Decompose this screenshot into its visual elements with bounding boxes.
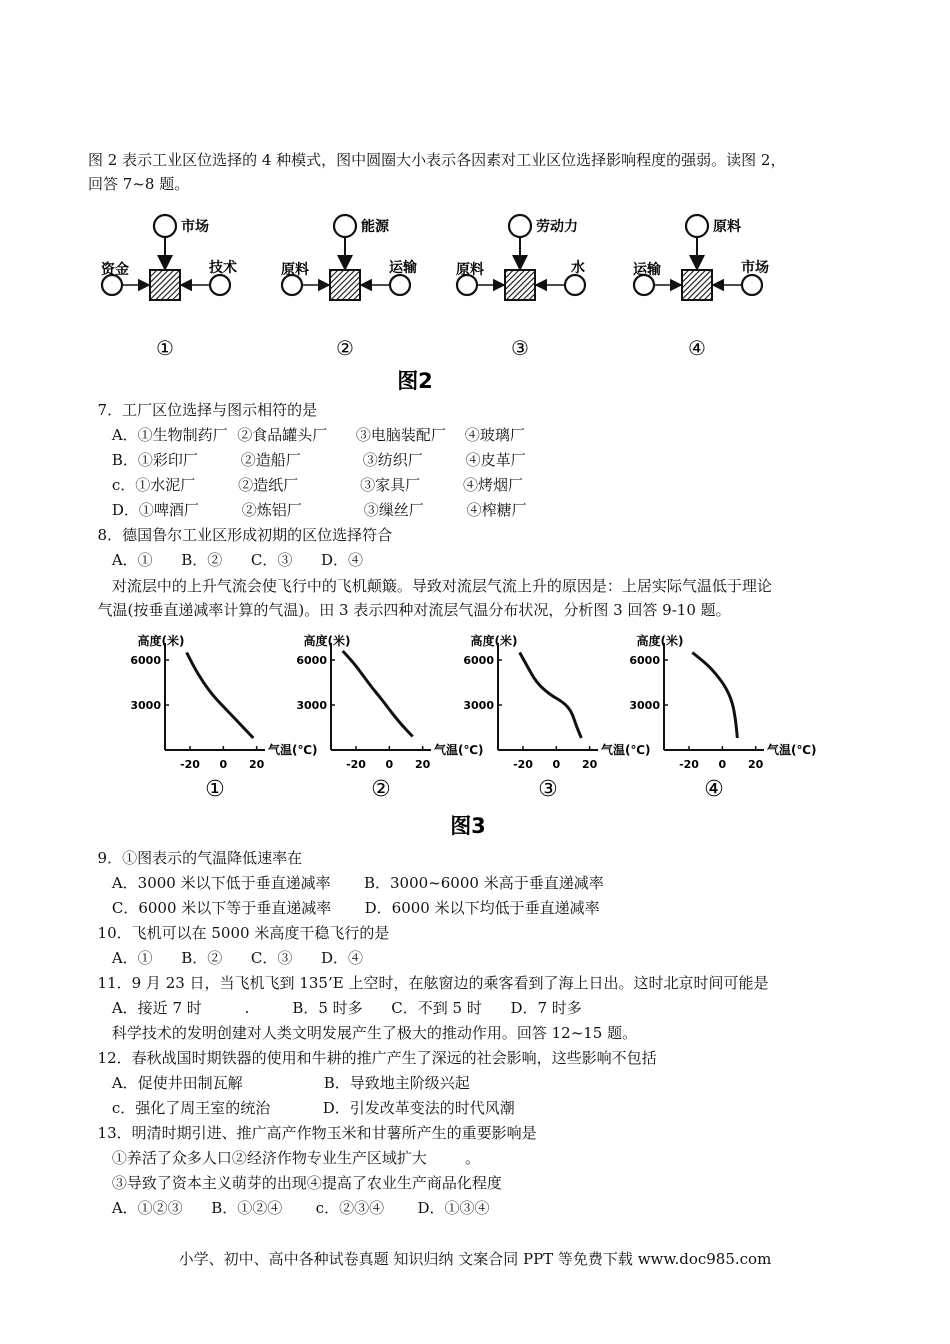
- model-3: [456, 215, 585, 360]
- x-axis-label: 气温(℃): [434, 743, 484, 757]
- figure-3-caption: 图3: [450, 814, 486, 838]
- q7-option-c: c．①水泥厂 ②造纸厂 ③家具厂 ④烤烟厂: [88, 476, 524, 494]
- passage-1-line-2: 气温(按垂直递减率计算的气温)。田 3 表示四种对流层气温分布状况，分析图 3 回答 9-10 题。: [88, 601, 731, 619]
- model-1: [101, 215, 237, 360]
- y-axis-label: 高度(米): [303, 634, 351, 648]
- factor-label-top: 劳动力: [536, 219, 578, 235]
- figure-2: [0, 200, 950, 400]
- temperature-curve: [187, 653, 254, 739]
- temperature-panel-3: [463, 633, 650, 802]
- panel-number: ④: [704, 777, 724, 802]
- model-number: ②: [336, 336, 354, 360]
- temperature-curve: [692, 653, 737, 739]
- x-tick-label: 20: [582, 758, 598, 771]
- panel-number: ②: [371, 777, 391, 802]
- factor-circle-right: [210, 275, 230, 295]
- q9-options-2: C．6000 米以下等于垂直递减率 D．6000 米以下均低于垂直递减率: [88, 899, 600, 917]
- q13-line-1: ①养活了众多人口②经济作物专业生产区域扩大 。: [88, 1149, 480, 1167]
- temperature-curve: [343, 651, 413, 737]
- x-axis-label: 气温(℃): [268, 743, 318, 757]
- model-number: ④: [688, 336, 706, 360]
- factor-label-right: 水: [571, 260, 585, 276]
- factory-box: [330, 270, 360, 300]
- factor-label-left: 资金: [101, 262, 129, 278]
- factor-label-left: 原料: [456, 262, 484, 278]
- x-tick-label: -20: [346, 758, 366, 771]
- y-tick-label: 3000: [463, 699, 494, 712]
- factor-circle-right: [742, 275, 762, 295]
- model-number: ③: [511, 336, 529, 360]
- q13-options: A．①②③ B．①②④ c．②③④ D．①③④: [88, 1199, 490, 1217]
- model-2: [281, 215, 417, 360]
- q7-option-d: D．①啤酒厂 ②炼铝厂 ③缫丝厂 ④榨糖厂: [88, 501, 527, 519]
- x-tick-label: 20: [748, 758, 764, 771]
- y-tick-label: 3000: [629, 699, 660, 712]
- factor-circle-right: [390, 275, 410, 295]
- factor-label-top: 市场: [181, 219, 209, 235]
- factor-circle-top: [686, 215, 708, 237]
- page-footer: 小学、初中、高中各种试卷真题 知识归纳 文案合同 PPT 等免费下载 www.doc985.com: [178, 1250, 772, 1268]
- passage-1-line-1: 对流层中的上升气流会使飞行中的飞机颠簸。导致对流层气流上升的原因是：上居实际气温低于理论: [88, 577, 772, 595]
- y-axis-label: 高度(米): [137, 634, 185, 648]
- temperature-curve: [520, 653, 582, 739]
- x-tick-label: 20: [249, 758, 265, 771]
- factory-box: [682, 270, 712, 300]
- q12-options-1: A．促使井田制瓦解 B．导致地主阶级兴起: [88, 1074, 470, 1092]
- x-axis-label: 气温(℃): [767, 743, 817, 757]
- q11-stem: 11．9 月 23 日，当飞机飞到 135’E 上空时，在舷窗边的乘客看到了海上日出。这时北京时间可能是: [88, 974, 769, 992]
- panel-number: ③: [538, 777, 558, 802]
- temperature-panel-1: [130, 633, 317, 802]
- x-tick-label: 0: [552, 758, 561, 771]
- y-tick-label: 6000: [130, 654, 161, 667]
- q13-line-2: ③导致了资本主义萌芽的出现④提高了农业生产商品化程度: [88, 1174, 502, 1192]
- factor-label-left: 原料: [281, 262, 309, 278]
- factor-circle-left: [634, 275, 654, 295]
- q8-options: A．① B．② C．③ D．④: [88, 551, 364, 569]
- x-tick-label: 0: [385, 758, 394, 771]
- figure-3: [0, 625, 950, 840]
- y-tick-label: 6000: [629, 654, 660, 667]
- model-number: ①: [156, 336, 174, 360]
- y-tick-label: 6000: [463, 654, 494, 667]
- panel-number: ①: [205, 777, 225, 802]
- factor-circle-left: [457, 275, 477, 295]
- q7-option-a: A．①生物制药厂 ②食品罐头厂 ③电脑装配厂 ④玻璃厂: [88, 426, 525, 444]
- x-tick-label: 0: [219, 758, 228, 771]
- temperature-panel-2: [296, 633, 483, 802]
- y-tick-label: 6000: [296, 654, 327, 667]
- q11-options: A．接近 7 时 . B．5 时多 C．不到 5 时 D．7 时多: [88, 999, 582, 1017]
- y-axis-label: 高度(米): [636, 634, 684, 648]
- q8-stem: 8．德国鲁尔工业区形成初期的区位选择符合: [88, 526, 393, 544]
- y-axis-label: 高度(米): [470, 634, 518, 648]
- x-tick-label: -20: [513, 758, 533, 771]
- q12-stem: 12．春秋战国时期铁器的使用和牛耕的推广产生了深远的社会影响，这些影响不包括: [88, 1049, 657, 1067]
- factor-circle-top: [154, 215, 176, 237]
- y-tick-label: 3000: [130, 699, 161, 712]
- q10-stem: 10．飞机可以在 5000 米高度干稳飞行的是: [88, 924, 390, 942]
- q13-stem: 13．明清时期引进、推广高产作物玉米和甘薯所产生的重要影响是: [88, 1124, 537, 1142]
- q9-stem: 9．①图表示的气温降低速率在: [88, 849, 303, 867]
- factor-label-left: 运输: [633, 262, 661, 278]
- q12-options-2: c．强化了周王室的统治 D．引发改革变法的时代风潮: [88, 1099, 515, 1117]
- q7-option-b: B．①彩印厂 ②造船厂 ③纺织厂 ④皮革厂: [88, 451, 526, 469]
- model-4: [633, 215, 769, 360]
- factor-circle-top: [334, 215, 356, 237]
- factor-circle-right: [565, 275, 585, 295]
- passage-2: 科学技术的发明创建对人类文明发展产生了极大的推动作用。回答 12~15 题。: [88, 1024, 638, 1042]
- x-tick-label: -20: [679, 758, 699, 771]
- factory-box: [150, 270, 180, 300]
- x-tick-label: 0: [718, 758, 727, 771]
- factor-label-right: 技术: [209, 260, 237, 276]
- temperature-panel-4: [629, 633, 816, 802]
- factor-label-right: 运输: [389, 260, 417, 276]
- x-tick-label: -20: [180, 758, 200, 771]
- x-axis-label: 气温(℃): [601, 743, 651, 757]
- q10-options: A．① B．② C．③ D．④: [88, 949, 364, 967]
- factor-label-top: 能源: [361, 219, 389, 235]
- figure-2-caption: 图2: [397, 369, 433, 393]
- factor-circle-left: [282, 275, 302, 295]
- q9-options-1: A．3000 米以下低于垂直递减率 B．3000~6000 米高于垂直递减率: [88, 874, 604, 892]
- intro-line-2: 回答 7~8 题。: [88, 175, 190, 193]
- factor-circle-left: [102, 275, 122, 295]
- factor-label-right: 市场: [741, 260, 769, 276]
- factory-box: [505, 270, 535, 300]
- y-tick-label: 3000: [296, 699, 327, 712]
- x-tick-label: 20: [415, 758, 431, 771]
- factor-label-top: 原料: [713, 219, 741, 235]
- q7-stem: 7．工厂区位选择与图示相符的是: [88, 401, 318, 419]
- factor-circle-top: [509, 215, 531, 237]
- intro-line-1: 图 2 表示工业区位选择的 4 种模式，图中圆圈大小表示各因素对工业区位选择影响程度的强弱。读图 2，: [88, 151, 786, 169]
